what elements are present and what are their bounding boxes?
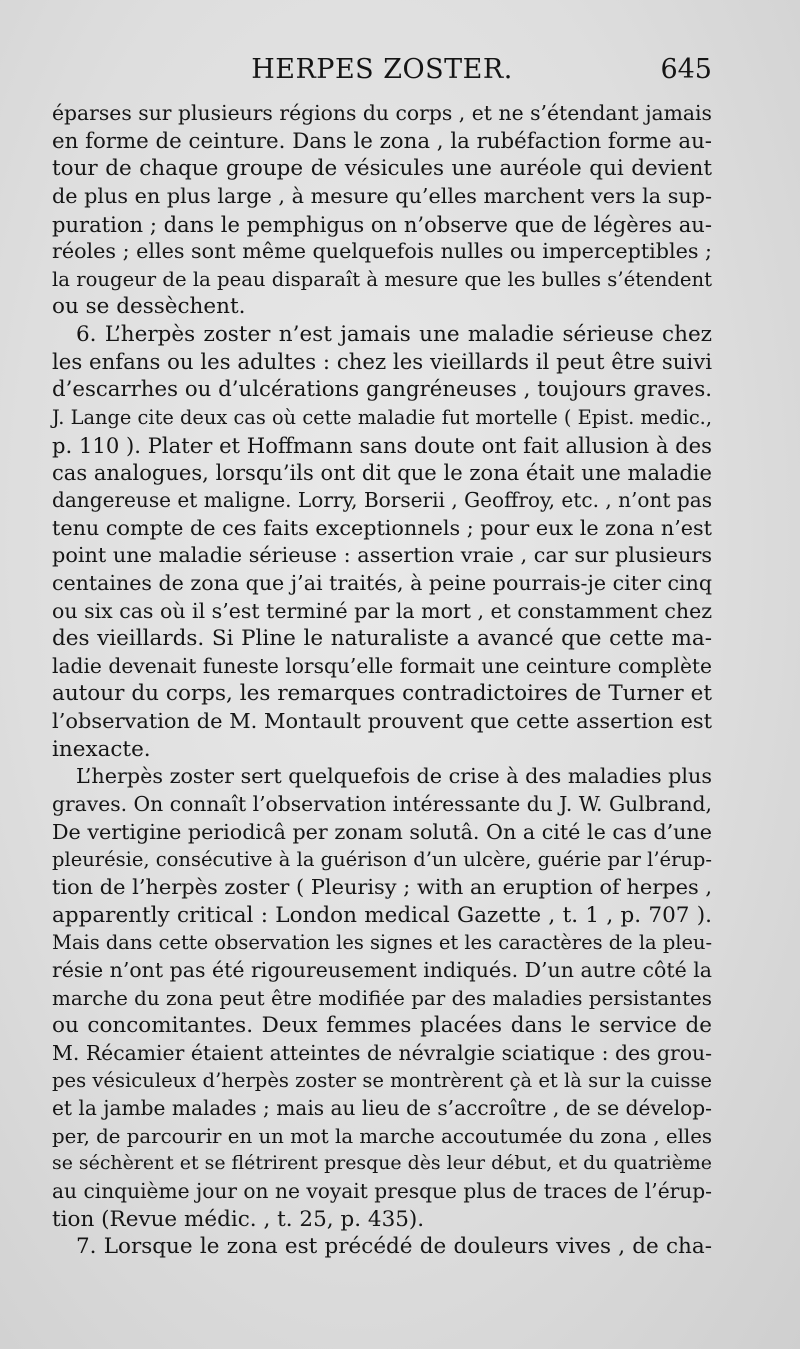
text-line: résie n’ont pas été rigoureusement indiqués. D’un autre côté la bbox=[52, 957, 712, 982]
text-line: tion de l’herpès zoster ( Pleurisy ; with an eruption of herpes , bbox=[52, 874, 712, 899]
text-line: dangereuse et maligne. Lorry, Borserii , Geoffroy, etc. , n’ont pas bbox=[52, 487, 712, 512]
text-line: l’observation de M. Montault prouvent que cette assertion est bbox=[52, 709, 712, 734]
text-line: en forme de ceinture. Dans le zona , la rubéfaction forme au- bbox=[52, 128, 712, 154]
text-line: pleurésie, consécutive à la guérison d’un ulcère, guérie par l’érup- bbox=[52, 848, 712, 872]
text-line: tion (Revue médic. , t. 25, p. 435). bbox=[52, 1206, 425, 1232]
text-line: ladie devenait funeste lorsqu’elle formait une ceinture complète bbox=[52, 653, 712, 678]
text-line: réoles ; elles sont même quelquefois nulles ou imperceptibles ; bbox=[52, 239, 712, 264]
text-line: per, de parcourir en un mot la marche accoutumée du zona , elles bbox=[52, 1124, 713, 1148]
text-line: inexacte. bbox=[52, 736, 151, 762]
text-line: ou concomitantes. Deux femmes placées dans le service de bbox=[52, 1013, 712, 1039]
text-line: la rougeur de la peau disparaît à mesure que les bulles s’étendent bbox=[52, 267, 712, 291]
text-line: apparently critical : London medical Gazette , t. 1 , p. 707 ). bbox=[52, 902, 712, 928]
text-line: tour de chaque groupe de vésicules une auréole qui devient bbox=[52, 156, 712, 182]
page-number: 645 bbox=[660, 54, 712, 85]
text-line: des vieillards. Si Pline le naturaliste a avancé que cette ma- bbox=[52, 626, 712, 652]
text-line: 7. Lorsque le zona est précédé de douleurs vives , de cha- bbox=[76, 1234, 712, 1260]
text-line: J. Lange cite deux cas où cette maladie fut mortelle ( Epist. medic., bbox=[52, 406, 712, 430]
text-line: éparses sur plusieurs régions du corps , et ne s’étendant jamais bbox=[52, 101, 712, 125]
text-line: et la jambe malades ; mais au lieu de s’accroître , de se dévelop- bbox=[52, 1096, 712, 1121]
text-line: se séchèrent et se flétrirent presque dès leur début, et du quatrième bbox=[52, 1152, 712, 1175]
text-line: L’herpès zoster sert quelquefois de crise à des maladies plus bbox=[76, 764, 712, 789]
text-line: ou six cas où il s’est terminé par la mort , et constamment chez bbox=[52, 598, 712, 623]
text-line: graves. On connaît l’observation intéressante du J. W. Gulbrand, bbox=[52, 792, 712, 817]
text-line: puration ; dans le pemphigus on n’observe que de légères au- bbox=[52, 211, 712, 237]
text-line: point une maladie sérieuse : assertion vraie , car sur plusieurs bbox=[52, 543, 712, 568]
running-title: HERPES ZOSTER. bbox=[251, 54, 513, 85]
text-line: centaines de zona que j’ai traités, à peine pourrais-je citer cinq bbox=[52, 570, 712, 595]
text-line: marche du zona peut être modifiée par des maladies persistantes bbox=[52, 986, 712, 1010]
text-line: d’escarrhes ou d’ulcérations gangréneuses , toujours graves. bbox=[52, 377, 712, 403]
text-line: tenu compte de ces faits exceptionnels ; pour eux le zona n’est bbox=[52, 515, 713, 540]
text-line: De vertigine periodicâ per zonam solutâ. On a cité le cas d’une bbox=[52, 819, 712, 844]
text-line: cas analogues, lorsqu’ils ont dit que le zona était une maladie bbox=[52, 460, 712, 486]
text-line: pes vésiculeux d’herpès zoster se montrèrent çà et là sur la cuisse bbox=[52, 1069, 712, 1093]
text-line: de plus en plus large , à mesure qu’elles marchent vers la sup- bbox=[52, 183, 712, 208]
text-line: 6. L’herpès zoster n’est jamais une maladie sérieuse chez bbox=[76, 322, 712, 348]
text-line: Mais dans cette observation les signes et les caractères de la pleu- bbox=[52, 931, 713, 955]
text-line: autour du corps, les remarques contradictoires de Turner et bbox=[52, 681, 712, 707]
text-line: ou se dessèchent. bbox=[52, 294, 246, 320]
text-line: M. Récamier étaient atteintes de névralgie sciatique : des grou- bbox=[52, 1040, 712, 1065]
body-text bbox=[52, 100, 712, 1261]
text-line: p. 110 ). Plater et Hoffmann sans doute ont fait allusion à des bbox=[52, 432, 712, 458]
text-line: au cinquième jour on ne voyait presque plus de traces de l’érup- bbox=[52, 1178, 712, 1203]
page-header bbox=[52, 52, 712, 92]
text-line: les enfans ou les adultes : chez les vieillards il peut être suivi bbox=[52, 349, 712, 375]
